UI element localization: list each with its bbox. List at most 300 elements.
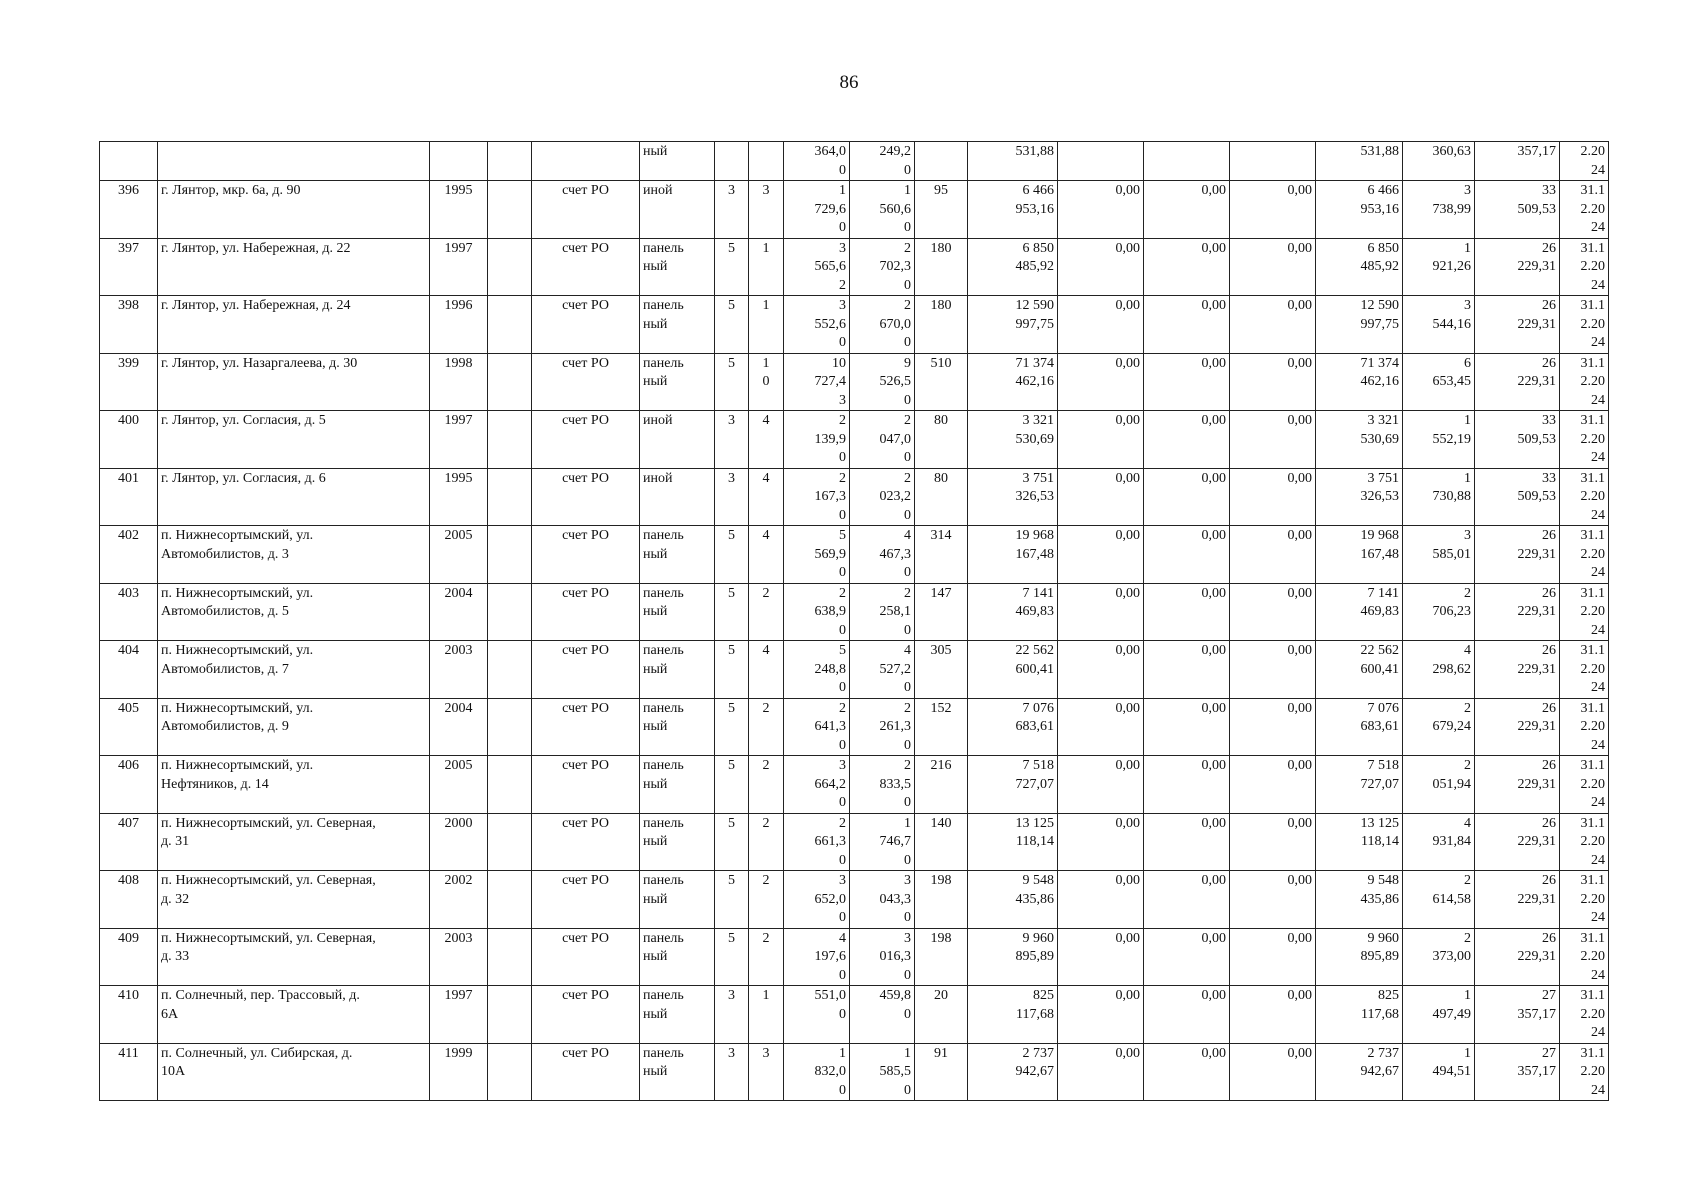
cell-c1: 0,00 — [1058, 411, 1144, 469]
cell-area-total: 2 139,9 0 — [784, 411, 850, 469]
cell-empty — [488, 583, 532, 641]
table-row — [100, 1043, 1609, 1101]
cell-entrances: 2 — [749, 698, 784, 756]
cell-floors: 5 — [715, 756, 749, 814]
cell-material: панель ный — [640, 756, 715, 814]
cell-num: 399 — [100, 353, 158, 411]
cell-specific-cost: 4 298,62 — [1403, 641, 1475, 699]
cell-address — [158, 142, 430, 181]
table-row — [100, 928, 1609, 986]
cell-account: счет РО — [532, 411, 640, 469]
cell-material: панель ный — [640, 353, 715, 411]
cell-cost-total-2: 22 562 600,41 — [1316, 641, 1403, 699]
table-row — [100, 698, 1609, 756]
cell-cost-total: 3 751 326,53 — [968, 468, 1058, 526]
cell-c1: 0,00 — [1058, 641, 1144, 699]
cell-c1: 0,00 — [1058, 353, 1144, 411]
cell-area-total: 3 552,6 0 — [784, 296, 850, 354]
cell-empty — [488, 986, 532, 1044]
cell-area-living: 4 527,2 0 — [850, 641, 915, 699]
cell-year: 1997 — [430, 411, 488, 469]
cell-date: 31.1 2.20 24 — [1560, 526, 1609, 584]
cell-entrances: 2 — [749, 928, 784, 986]
cell-floors: 5 — [715, 813, 749, 871]
cell-specific-cost: 1 494,51 — [1403, 1043, 1475, 1101]
cell-c3: 0,00 — [1230, 928, 1316, 986]
cell-c2: 0,00 — [1144, 411, 1230, 469]
cell-entrances: 4 — [749, 411, 784, 469]
cell-date: 31.1 2.20 24 — [1560, 353, 1609, 411]
cell-date: 31.1 2.20 24 — [1560, 928, 1609, 986]
cell-cost-total: 6 466 953,16 — [968, 181, 1058, 239]
cell-c3: 0,00 — [1230, 641, 1316, 699]
cell-entrances: 1 0 — [749, 353, 784, 411]
cell-floors: 5 — [715, 526, 749, 584]
cell-date: 31.1 2.20 24 — [1560, 871, 1609, 929]
cell-account: счет РО — [532, 756, 640, 814]
cell-area-total: 1 832,0 0 — [784, 1043, 850, 1101]
cell-floors: 5 — [715, 641, 749, 699]
cell-residents: 20 — [915, 986, 968, 1044]
cell-specific-cost: 4 931,84 — [1403, 813, 1475, 871]
cell-limit-cost: 26 229,31 — [1475, 813, 1560, 871]
cell-cost-total-2: 3 321 530,69 — [1316, 411, 1403, 469]
cell-c2: 0,00 — [1144, 1043, 1230, 1101]
cell-empty — [488, 698, 532, 756]
cell-residents: 80 — [915, 468, 968, 526]
cell-floors: 5 — [715, 928, 749, 986]
cell-area-total: 364,0 0 — [784, 142, 850, 181]
cell-material: иной — [640, 468, 715, 526]
cell-year: 1998 — [430, 353, 488, 411]
table-row — [100, 468, 1609, 526]
cell-specific-cost: 6 653,45 — [1403, 353, 1475, 411]
cell-empty — [488, 142, 532, 181]
cell-c1: 0,00 — [1058, 928, 1144, 986]
cell-area-total: 5 248,8 0 — [784, 641, 850, 699]
cell-account: счет РО — [532, 296, 640, 354]
cell-c1: 0,00 — [1058, 986, 1144, 1044]
cell-account: счет РО — [532, 1043, 640, 1101]
cell-c1: 0,00 — [1058, 583, 1144, 641]
table-row — [100, 526, 1609, 584]
cell-residents: 314 — [915, 526, 968, 584]
cell-date: 31.1 2.20 24 — [1560, 1043, 1609, 1101]
cell-floors — [715, 142, 749, 181]
cell-num: 396 — [100, 181, 158, 239]
cell-address: п. Нижнесортымский, ул. Северная, д. 33 — [158, 928, 430, 986]
cell-c2: 0,00 — [1144, 296, 1230, 354]
cell-floors: 5 — [715, 583, 749, 641]
cell-floors: 5 — [715, 353, 749, 411]
cell-date: 31.1 2.20 24 — [1560, 468, 1609, 526]
cell-specific-cost: 2 706,23 — [1403, 583, 1475, 641]
cell-cost-total: 7 141 469,83 — [968, 583, 1058, 641]
cell-empty — [488, 526, 532, 584]
cell-c1: 0,00 — [1058, 238, 1144, 296]
cell-material: панель ный — [640, 526, 715, 584]
cell-year: 2003 — [430, 928, 488, 986]
cell-c3: 0,00 — [1230, 871, 1316, 929]
cell-area-total: 2 638,9 0 — [784, 583, 850, 641]
cell-account: счет РО — [532, 698, 640, 756]
cell-specific-cost: 360,63 — [1403, 142, 1475, 181]
cell-year: 2004 — [430, 583, 488, 641]
table-row — [100, 238, 1609, 296]
cell-account: счет РО — [532, 353, 640, 411]
cell-cost-total: 13 125 118,14 — [968, 813, 1058, 871]
cell-date: 31.1 2.20 24 — [1560, 296, 1609, 354]
cell-date: 31.1 2.20 24 — [1560, 181, 1609, 239]
cell-c3: 0,00 — [1230, 698, 1316, 756]
cell-account: счет РО — [532, 181, 640, 239]
cell-date: 2.20 24 — [1560, 142, 1609, 181]
cell-entrances: 3 — [749, 181, 784, 239]
table-row — [100, 641, 1609, 699]
cell-residents — [915, 142, 968, 181]
cell-empty — [488, 411, 532, 469]
cell-c3: 0,00 — [1230, 181, 1316, 239]
cell-specific-cost: 2 679,24 — [1403, 698, 1475, 756]
cell-specific-cost: 3 738,99 — [1403, 181, 1475, 239]
cell-area-living: 249,2 0 — [850, 142, 915, 181]
cell-cost-total-2: 13 125 118,14 — [1316, 813, 1403, 871]
cell-limit-cost: 26 229,31 — [1475, 698, 1560, 756]
cell-account: счет РО — [532, 986, 640, 1044]
cell-cost-total: 531,88 — [968, 142, 1058, 181]
cell-account — [532, 142, 640, 181]
cell-residents: 510 — [915, 353, 968, 411]
cell-area-total: 2 167,3 0 — [784, 468, 850, 526]
cell-specific-cost: 3 585,01 — [1403, 526, 1475, 584]
cell-limit-cost: 357,17 — [1475, 142, 1560, 181]
cell-entrances: 4 — [749, 526, 784, 584]
cell-area-living: 2 023,2 0 — [850, 468, 915, 526]
cell-specific-cost: 2 373,00 — [1403, 928, 1475, 986]
cell-year: 1999 — [430, 1043, 488, 1101]
cell-c3: 0,00 — [1230, 986, 1316, 1044]
cell-specific-cost: 2 051,94 — [1403, 756, 1475, 814]
cell-area-total: 3 565,6 2 — [784, 238, 850, 296]
cell-cost-total: 3 321 530,69 — [968, 411, 1058, 469]
cell-address: п. Нижнесортымский, ул. Автомобилистов, д. 7 — [158, 641, 430, 699]
cell-area-living: 9 526,5 0 — [850, 353, 915, 411]
cell-cost-total: 12 590 997,75 — [968, 296, 1058, 354]
cell-num: 398 — [100, 296, 158, 354]
cell-num: 403 — [100, 583, 158, 641]
cell-material: панель ный — [640, 583, 715, 641]
cell-account: счет РО — [532, 641, 640, 699]
cell-material: панель ный — [640, 986, 715, 1044]
cell-c3: 0,00 — [1230, 238, 1316, 296]
cell-num: 408 — [100, 871, 158, 929]
cell-num: 402 — [100, 526, 158, 584]
cell-c2: 0,00 — [1144, 813, 1230, 871]
cell-date: 31.1 2.20 24 — [1560, 813, 1609, 871]
table-body — [100, 142, 1609, 1101]
cell-limit-cost: 26 229,31 — [1475, 871, 1560, 929]
cell-c1: 0,00 — [1058, 468, 1144, 526]
cell-c3: 0,00 — [1230, 411, 1316, 469]
cell-date: 31.1 2.20 24 — [1560, 583, 1609, 641]
cell-c2: 0,00 — [1144, 871, 1230, 929]
cell-residents: 198 — [915, 871, 968, 929]
cell-cost-total: 22 562 600,41 — [968, 641, 1058, 699]
cell-area-total: 2 641,3 0 — [784, 698, 850, 756]
cell-empty — [488, 468, 532, 526]
cell-c2: 0,00 — [1144, 756, 1230, 814]
cell-address: п. Нижнесортымский, ул. Автомобилистов, д. 3 — [158, 526, 430, 584]
cell-cost-total-2: 3 751 326,53 — [1316, 468, 1403, 526]
cell-year: 2004 — [430, 698, 488, 756]
cell-residents: 147 — [915, 583, 968, 641]
cell-num: 410 — [100, 986, 158, 1044]
cell-area-living: 2 258,1 0 — [850, 583, 915, 641]
cell-address: п. Нижнесортымский, ул. Северная, д. 32 — [158, 871, 430, 929]
cell-c3: 0,00 — [1230, 1043, 1316, 1101]
cell-cost-total-2: 6 466 953,16 — [1316, 181, 1403, 239]
cell-area-living: 2 702,3 0 — [850, 238, 915, 296]
cell-entrances: 1 — [749, 986, 784, 1044]
cell-residents: 80 — [915, 411, 968, 469]
cell-address: г. Лянтор, мкр. 6а, д. 90 — [158, 181, 430, 239]
cell-residents: 198 — [915, 928, 968, 986]
cell-c1: 0,00 — [1058, 871, 1144, 929]
cell-specific-cost: 1 921,26 — [1403, 238, 1475, 296]
cell-cost-total-2: 825 117,68 — [1316, 986, 1403, 1044]
cell-area-living: 2 833,5 0 — [850, 756, 915, 814]
cell-specific-cost: 1 552,19 — [1403, 411, 1475, 469]
cell-c3: 0,00 — [1230, 583, 1316, 641]
cell-area-living: 3 043,3 0 — [850, 871, 915, 929]
cell-num: 397 — [100, 238, 158, 296]
cell-empty — [488, 756, 532, 814]
cell-residents: 140 — [915, 813, 968, 871]
cell-area-total: 2 661,3 0 — [784, 813, 850, 871]
cell-date: 31.1 2.20 24 — [1560, 238, 1609, 296]
cell-floors: 5 — [715, 698, 749, 756]
cell-cost-total-2: 71 374 462,16 — [1316, 353, 1403, 411]
cell-cost-total: 19 968 167,48 — [968, 526, 1058, 584]
cell-year: 2002 — [430, 871, 488, 929]
cell-limit-cost: 26 229,31 — [1475, 928, 1560, 986]
cell-limit-cost: 26 229,31 — [1475, 526, 1560, 584]
cell-limit-cost: 27 357,17 — [1475, 986, 1560, 1044]
cell-year: 1997 — [430, 238, 488, 296]
cell-floors: 5 — [715, 238, 749, 296]
cell-c3 — [1230, 142, 1316, 181]
cell-area-living: 1 746,7 0 — [850, 813, 915, 871]
cell-limit-cost: 26 229,31 — [1475, 296, 1560, 354]
cell-limit-cost: 26 229,31 — [1475, 756, 1560, 814]
cell-entrances: 1 — [749, 238, 784, 296]
cell-year: 2003 — [430, 641, 488, 699]
cell-year: 1996 — [430, 296, 488, 354]
cell-residents: 91 — [915, 1043, 968, 1101]
cell-num: 400 — [100, 411, 158, 469]
cell-floors: 3 — [715, 411, 749, 469]
table-row — [100, 353, 1609, 411]
cell-material: панель ный — [640, 698, 715, 756]
cell-entrances: 2 — [749, 813, 784, 871]
cell-cost-total-2: 7 076 683,61 — [1316, 698, 1403, 756]
cell-account: счет РО — [532, 928, 640, 986]
cell-cost-total-2: 7 518 727,07 — [1316, 756, 1403, 814]
cell-num: 401 — [100, 468, 158, 526]
cell-c2: 0,00 — [1144, 526, 1230, 584]
table-row — [100, 411, 1609, 469]
cell-num: 409 — [100, 928, 158, 986]
cell-area-total: 5 569,9 0 — [784, 526, 850, 584]
cell-limit-cost: 26 229,31 — [1475, 353, 1560, 411]
cell-floors: 3 — [715, 181, 749, 239]
cell-area-total: 3 664,2 0 — [784, 756, 850, 814]
cell-c3: 0,00 — [1230, 296, 1316, 354]
cell-specific-cost: 3 544,16 — [1403, 296, 1475, 354]
cell-c3: 0,00 — [1230, 468, 1316, 526]
cell-entrances: 1 — [749, 296, 784, 354]
cell-limit-cost: 26 229,31 — [1475, 583, 1560, 641]
cell-account: счет РО — [532, 871, 640, 929]
table-row — [100, 756, 1609, 814]
cell-address: п. Нижнесортымский, ул. Автомобилистов, д. 9 — [158, 698, 430, 756]
cell-entrances: 3 — [749, 1043, 784, 1101]
cell-account: счет РО — [532, 813, 640, 871]
cell-account: счет РО — [532, 238, 640, 296]
cell-material: ный — [640, 142, 715, 181]
cell-c2: 0,00 — [1144, 238, 1230, 296]
cell-year: 2005 — [430, 756, 488, 814]
cell-material: иной — [640, 411, 715, 469]
cell-material: панель ный — [640, 813, 715, 871]
cell-area-total: 3 652,0 0 — [784, 871, 850, 929]
cell-year: 1995 — [430, 181, 488, 239]
cell-c3: 0,00 — [1230, 813, 1316, 871]
cell-area-living: 2 261,3 0 — [850, 698, 915, 756]
cell-floors: 3 — [715, 986, 749, 1044]
cell-address: п. Нижнесортымский, ул. Автомобилистов, д. 5 — [158, 583, 430, 641]
cell-floors: 3 — [715, 468, 749, 526]
cell-date: 31.1 2.20 24 — [1560, 986, 1609, 1044]
cell-cost-total-2: 9 960 895,89 — [1316, 928, 1403, 986]
cell-address: г. Лянтор, ул. Назаргалеева, д. 30 — [158, 353, 430, 411]
cell-c2 — [1144, 142, 1230, 181]
cell-c1: 0,00 — [1058, 756, 1144, 814]
cell-address: п. Солнечный, ул. Сибирская, д. 10А — [158, 1043, 430, 1101]
cell-year: 1995 — [430, 468, 488, 526]
cell-cost-total-2: 7 141 469,83 — [1316, 583, 1403, 641]
cell-num: 404 — [100, 641, 158, 699]
table-row — [100, 583, 1609, 641]
cell-cost-total-2: 531,88 — [1316, 142, 1403, 181]
cell-cost-total-2: 2 737 942,67 — [1316, 1043, 1403, 1101]
cell-area-total: 551,0 0 — [784, 986, 850, 1044]
cell-residents: 180 — [915, 238, 968, 296]
cell-c3: 0,00 — [1230, 353, 1316, 411]
cell-c1: 0,00 — [1058, 181, 1144, 239]
cell-date: 31.1 2.20 24 — [1560, 641, 1609, 699]
cell-area-total: 1 729,6 0 — [784, 181, 850, 239]
cell-area-living: 2 670,0 0 — [850, 296, 915, 354]
cell-entrances: 2 — [749, 583, 784, 641]
cell-cost-total: 71 374 462,16 — [968, 353, 1058, 411]
cell-cost-total: 7 518 727,07 — [968, 756, 1058, 814]
cell-material: панель ный — [640, 928, 715, 986]
cell-residents: 305 — [915, 641, 968, 699]
cell-account: счет РО — [532, 526, 640, 584]
cell-empty — [488, 641, 532, 699]
cell-num: 407 — [100, 813, 158, 871]
table-row — [100, 181, 1609, 239]
cell-c2: 0,00 — [1144, 181, 1230, 239]
cell-address: п. Солнечный, пер. Трассовый, д. 6А — [158, 986, 430, 1044]
cell-cost-total-2: 19 968 167,48 — [1316, 526, 1403, 584]
cell-material: панель ный — [640, 871, 715, 929]
cell-limit-cost: 33 509,53 — [1475, 411, 1560, 469]
cell-empty — [488, 353, 532, 411]
cell-num: 405 — [100, 698, 158, 756]
cell-cost-total: 9 960 895,89 — [968, 928, 1058, 986]
cell-c1: 0,00 — [1058, 526, 1144, 584]
cell-date: 31.1 2.20 24 — [1560, 411, 1609, 469]
table-row — [100, 296, 1609, 354]
cell-c2: 0,00 — [1144, 353, 1230, 411]
cell-residents: 152 — [915, 698, 968, 756]
cell-floors: 5 — [715, 871, 749, 929]
cell-cost-total: 9 548 435,86 — [968, 871, 1058, 929]
cell-entrances: 2 — [749, 756, 784, 814]
page-number: 86 — [839, 72, 859, 93]
cell-specific-cost: 1 730,88 — [1403, 468, 1475, 526]
cell-empty — [488, 813, 532, 871]
cell-area-living: 459,8 0 — [850, 986, 915, 1044]
cell-c2: 0,00 — [1144, 583, 1230, 641]
cell-material: панель ный — [640, 296, 715, 354]
cell-area-living: 3 016,3 0 — [850, 928, 915, 986]
cell-cost-total-2: 6 850 485,92 — [1316, 238, 1403, 296]
cell-empty — [488, 871, 532, 929]
housing-registry-table — [99, 141, 1609, 1101]
table-row — [100, 871, 1609, 929]
cell-num — [100, 142, 158, 181]
cell-date: 31.1 2.20 24 — [1560, 698, 1609, 756]
cell-area-living: 4 467,3 0 — [850, 526, 915, 584]
cell-year: 1997 — [430, 986, 488, 1044]
cell-c3: 0,00 — [1230, 526, 1316, 584]
cell-entrances: 2 — [749, 871, 784, 929]
cell-c1: 0,00 — [1058, 296, 1144, 354]
cell-cost-total-2: 9 548 435,86 — [1316, 871, 1403, 929]
cell-c1: 0,00 — [1058, 813, 1144, 871]
cell-c2: 0,00 — [1144, 468, 1230, 526]
cell-num: 406 — [100, 756, 158, 814]
cell-address: г. Лянтор, ул. Набережная, д. 22 — [158, 238, 430, 296]
cell-area-living: 2 047,0 0 — [850, 411, 915, 469]
cell-cost-total: 7 076 683,61 — [968, 698, 1058, 756]
cell-floors: 3 — [715, 1043, 749, 1101]
cell-limit-cost: 27 357,17 — [1475, 1043, 1560, 1101]
cell-empty — [488, 1043, 532, 1101]
cell-year: 2000 — [430, 813, 488, 871]
cell-limit-cost: 26 229,31 — [1475, 641, 1560, 699]
cell-year: 2005 — [430, 526, 488, 584]
cell-residents: 180 — [915, 296, 968, 354]
cell-material: панель ный — [640, 238, 715, 296]
cell-material: панель ный — [640, 1043, 715, 1101]
cell-cost-total: 825 117,68 — [968, 986, 1058, 1044]
cell-c2: 0,00 — [1144, 928, 1230, 986]
cell-empty — [488, 238, 532, 296]
